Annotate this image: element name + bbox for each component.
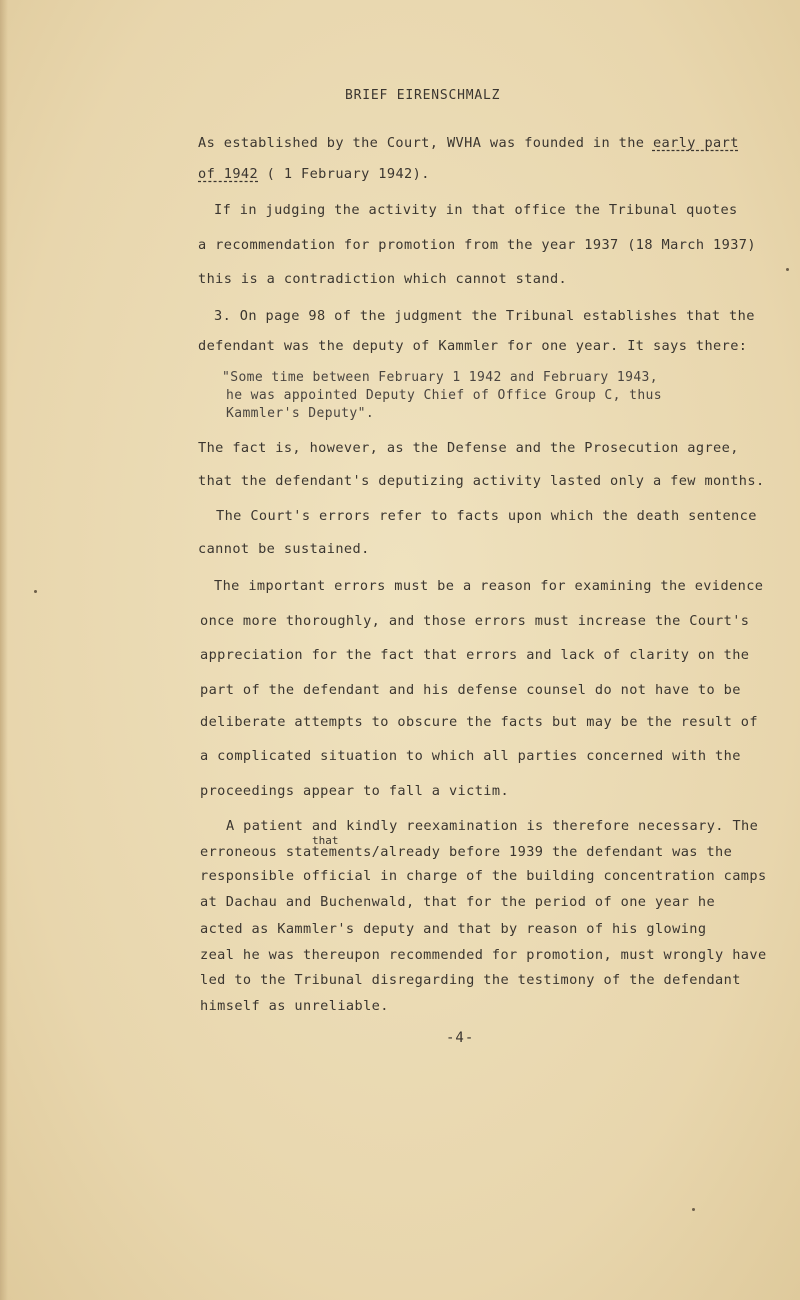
text-line-22: at Dachau and Buchenwald, that for the period of one year he: [200, 894, 716, 910]
text-line-9: that the defendant's deputizing activity lasted only a few months.: [198, 473, 765, 489]
text-line-21: responsible official in charge of the building concentration camps: [200, 868, 767, 884]
page-number: -4-: [446, 1030, 475, 1046]
text-line-12: The important errors must be a reason for examining the evidence: [214, 578, 764, 594]
text-line-26: himself as unreliable.: [200, 998, 389, 1014]
text-line-15: part of the defendant and his defense counsel do not have to be: [200, 682, 741, 698]
text-line-4: a recommendation for promotion from the year 1937 (18 March 1937): [198, 237, 756, 253]
paper-speck: [692, 1208, 695, 1211]
text-line-8: The fact is, however, as the Defense and the Prosecution agree,: [198, 440, 739, 456]
paper-edge-shadow: [0, 0, 8, 1300]
text-line-17: a complicated situation to which all parties concerned with the: [200, 748, 741, 764]
text-line-11: cannot be sustained.: [198, 541, 370, 557]
text-line-14: appreciation for the fact that errors and lack of clarity on the: [200, 647, 750, 663]
text-line-18: proceedings appear to fall a victim.: [200, 783, 510, 799]
text-line-6: 3. On page 98 of the judgment the Tribunal establishes that the: [214, 308, 755, 324]
quote-line-2: he was appointed Deputy Chief of Office Group C, thus: [226, 388, 663, 403]
text-line-13: once more thoroughly, and those errors must increase the Court's: [200, 613, 750, 629]
text-line-10: The Court's errors refer to facts upon which the death sentence: [216, 508, 757, 524]
underlined-phrase: of 1942: [198, 166, 259, 182]
text-line-2: of 1942 ( 1 February 1942).: [198, 166, 430, 182]
text-line-20: erroneous statements/already before 1939 the defendant was the: [200, 844, 733, 860]
paper-speck: [786, 268, 789, 271]
paper-speck: [34, 590, 37, 593]
underlined-phrase: early part: [652, 135, 739, 151]
text-line-1: As established by the Court, WVHA was founded in the early part: [198, 135, 739, 151]
document-heading: BRIEF EIRENSCHMALZ: [345, 88, 501, 103]
interlinear-insertion: that: [312, 834, 339, 847]
quote-line-3: Kammler's Deputy".: [226, 406, 375, 421]
text-line-25: led to the Tribunal disregarding the testimony of the defendant: [200, 972, 741, 988]
quote-line-1: "Some time between February 1 1942 and February 1943,: [222, 370, 659, 385]
text-line-7: defendant was the deputy of Kammler for one year. It says there:: [198, 338, 748, 354]
text-line-3: If in judging the activity in that office the Tribunal quotes: [214, 202, 738, 218]
text-line-5: this is a contradiction which cannot stand.: [198, 271, 568, 287]
text-line-23: acted as Kammler's deputy and that by reason of his glowing: [200, 921, 707, 937]
text-line-24: zeal he was thereupon recommended for promotion, must wrongly have: [200, 947, 767, 963]
text-line-16: deliberate attempts to obscure the facts but may be the result of: [200, 714, 758, 730]
text-line-19: A patient and kindly reexamination is therefore necessary. The: [226, 818, 759, 834]
